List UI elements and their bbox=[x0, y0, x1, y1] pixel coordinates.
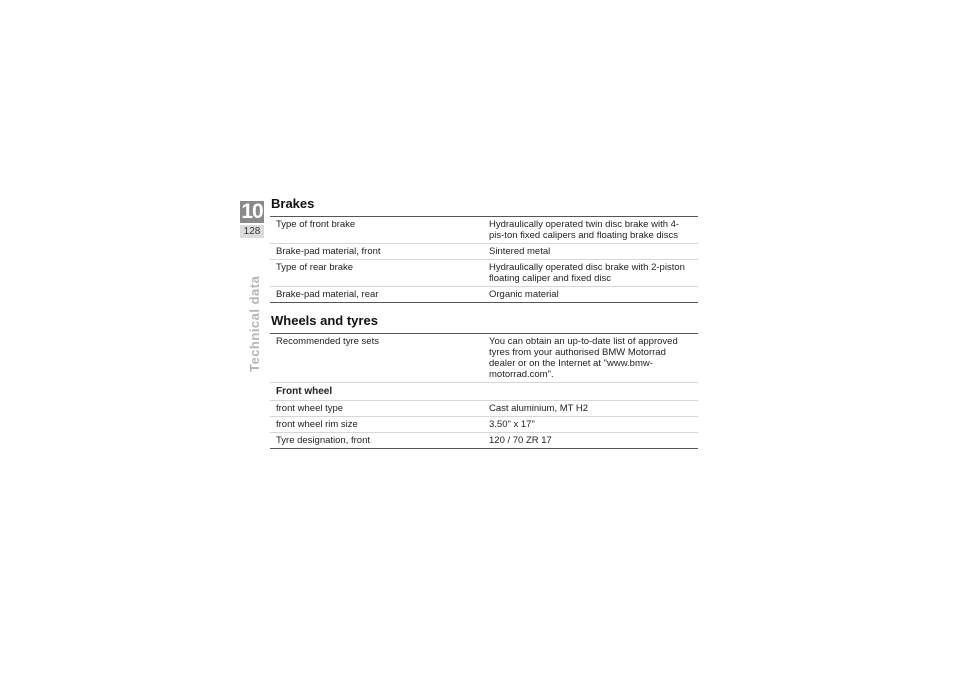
brakes-heading: Brakes bbox=[271, 196, 315, 211]
chapter-number: 10 bbox=[241, 200, 263, 223]
spec-label: front wheel type bbox=[270, 401, 483, 417]
page-number: 128 bbox=[240, 225, 264, 238]
wheels-table bbox=[270, 333, 698, 449]
table-subheading-row bbox=[270, 383, 698, 401]
table-row bbox=[270, 433, 698, 449]
chapter-side-title: Technical data bbox=[247, 275, 262, 372]
spec-label: front wheel rim size bbox=[270, 417, 483, 433]
spec-label: Brake-pad material, rear bbox=[276, 289, 379, 300]
front-wheel-subheading: Front wheel bbox=[270, 383, 698, 401]
spec-value: 120 / 70 ZR 17 bbox=[489, 435, 552, 446]
spec-value: Sintered metal bbox=[483, 244, 698, 260]
page-content bbox=[270, 196, 698, 449]
table-row bbox=[270, 244, 698, 260]
spec-value: Hydraulically operated disc brake with 2-piston floating caliper and fixed disc bbox=[483, 260, 698, 287]
brakes-table bbox=[270, 216, 698, 303]
wheels-heading: Wheels and tyres bbox=[271, 313, 378, 328]
spec-value: Cast aluminium, MT H2 bbox=[483, 401, 698, 417]
spec-label: Type of front brake bbox=[270, 217, 483, 244]
chapter-tab bbox=[240, 201, 264, 238]
spec-label: Recommended tyre sets bbox=[270, 334, 483, 383]
table-row bbox=[270, 217, 698, 244]
table-row bbox=[270, 401, 698, 417]
spec-label: Type of rear brake bbox=[270, 260, 483, 287]
spec-label: Brake-pad material, front bbox=[270, 244, 483, 260]
spec-label: Tyre designation, front bbox=[276, 435, 370, 446]
table-row bbox=[270, 334, 698, 383]
spec-value: You can obtain an up-to-date list of approved tyres from your authorised BMW Motorrad dealer or on the Internet at "www.bmw-motorrad.com". bbox=[483, 334, 698, 383]
spec-value: Organic material bbox=[489, 289, 559, 300]
spec-value: 3.50" x 17" bbox=[483, 417, 698, 433]
table-row bbox=[270, 417, 698, 433]
side-title-wrap bbox=[246, 276, 264, 372]
table-row bbox=[270, 260, 698, 287]
table-row bbox=[270, 287, 698, 303]
spec-value: Hydraulically operated twin disc brake with 4-pis-ton fixed calipers and floating brake discs bbox=[483, 217, 698, 244]
